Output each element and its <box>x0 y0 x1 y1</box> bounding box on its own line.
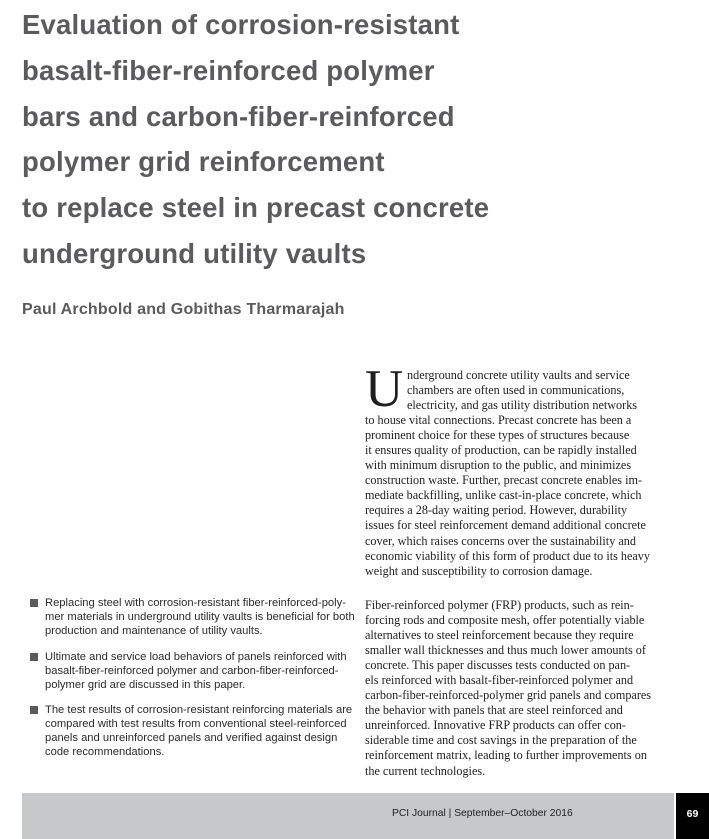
body-line: unreinforced. Innovative FRP products can offer con- <box>365 718 626 733</box>
intro-paragraph <box>365 360 661 579</box>
title-line: bars and carbon-fiber-reinforced <box>22 100 455 132</box>
body-line: alternatives to steel reinforcement because they require <box>365 628 634 643</box>
intro-line: issues for steel reinforcement demand additional concrete <box>365 518 646 533</box>
bullet-line: mer materials in underground utility vaults is beneficial for both <box>45 611 355 623</box>
bullet-line: production and maintenance of utility vaults. <box>45 625 263 637</box>
bullet-line: The test results of corrosion-resistant reinforcing materials are <box>45 704 353 716</box>
title-line: to replace steel in precast concrete <box>22 192 490 224</box>
bullet-line: polymer grid are discussed in this paper. <box>45 678 246 691</box>
bullet-line: compared with test results from conventional steel-reinforced <box>45 718 347 730</box>
journal-footer: PCI Journal | September–October 2016 <box>392 808 573 819</box>
bullet-line: Replacing steel with corrosion-resistant fiber-reinforced-poly- <box>45 597 346 609</box>
body-line: smaller wall thicknesses and thus much lower amounts of <box>365 643 646 658</box>
bullet-line: panels and unreinforced panels and verified against design <box>45 732 338 744</box>
intro-line: economic viability of this form of product due to its heavy <box>365 548 650 563</box>
intro-line: cover, which raises concerns over the sustainability and <box>365 533 636 548</box>
summary-bullets <box>30 596 355 771</box>
intro-line: prominent choice for these types of structures because <box>365 428 630 443</box>
intro-line: electricity, and gas utility distribution networks <box>407 398 638 413</box>
body-paragraph <box>365 598 661 779</box>
body-line: the behavior with panels that are steel reinforced and <box>365 703 623 718</box>
intro-line: weight and susceptibility to corrosion damage. <box>365 563 593 578</box>
bullet-line: code recommendations. <box>45 746 165 758</box>
intro-line: construction waste. Further, precast concrete enables im- <box>365 473 643 488</box>
square-bullet-icon <box>30 653 38 661</box>
title-line: polymer grid reinforcement <box>22 146 385 178</box>
summary-bullet <box>30 650 347 692</box>
title-line: basalt-fiber-reinforced polymer <box>22 54 435 86</box>
article-title <box>22 2 702 277</box>
intro-line: to house vital connections. Precast concrete has been a <box>365 413 632 428</box>
summary-bullet <box>30 703 353 759</box>
intro-line: chambers are often used in communications, <box>407 383 625 398</box>
square-bullet-icon <box>30 706 38 714</box>
body-line: concrete. This paper discusses tests conducted on pan- <box>365 658 631 673</box>
author-byline: Paul Archbold and Gobithas Tharmarajah <box>22 301 345 318</box>
intro-line: requires a 28-day waiting period. However, durability <box>365 503 628 518</box>
body-line: els reinforced with basalt-fiber-reinforced polymer and <box>365 673 634 688</box>
intro-line: it ensures quality of production, can be rapidly installed <box>365 443 637 458</box>
intro-line: nderground concrete utility vaults and service <box>407 368 630 382</box>
bullet-line: Ultimate and service load behaviors of panels reinforced with <box>45 650 347 663</box>
summary-bullet <box>30 596 355 638</box>
page-number: 69 <box>686 808 699 820</box>
title-line: Evaluation of corrosion-resistant <box>22 9 460 40</box>
body-line: siderable time and cost savings in the preparation of the <box>365 733 637 748</box>
body-line: forcing rods and composite mesh, offer potentially viable <box>365 613 645 628</box>
intro-line: mediate backfilling, unlike cast-in-place concrete, which <box>365 488 642 503</box>
drop-cap: U <box>365 360 404 418</box>
footer-bar <box>22 793 674 839</box>
body-line: carbon-fiber-reinforced-polymer grid panels and compares <box>365 688 652 703</box>
body-line: the current technologies. <box>365 763 486 778</box>
intro-line: with minimum disruption to the public, and minimizes <box>365 458 632 473</box>
bullet-line: basalt-fiber-reinforced polymer and carbon-fiber-reinforced- <box>45 664 339 677</box>
title-line: underground utility vaults <box>22 237 367 269</box>
square-bullet-icon <box>30 599 38 607</box>
body-line: reinforcement matrix, leading to further improvements on <box>365 748 647 763</box>
body-line: Fiber-reinforced polymer (FRP) products, such as rein- <box>365 598 634 612</box>
